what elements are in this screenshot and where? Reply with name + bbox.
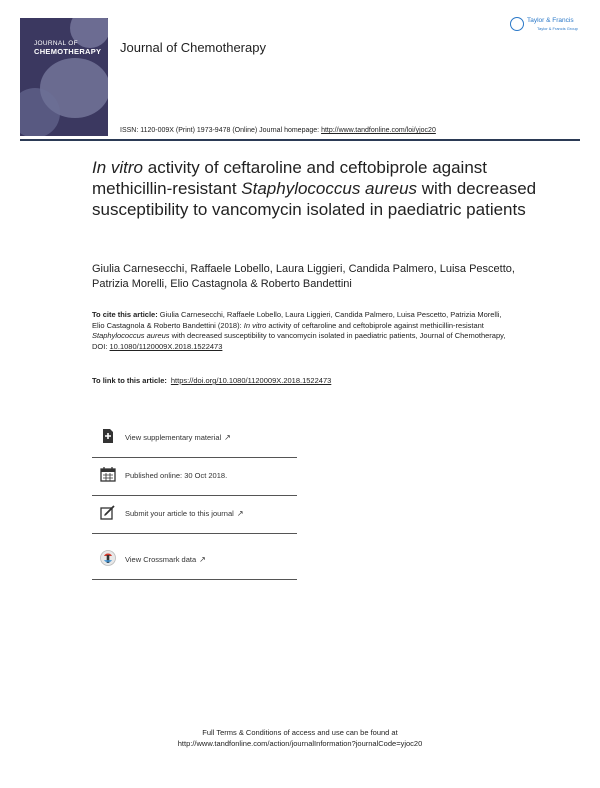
article-authors: Giulia Carnesecchi, Raffaele Lobello, Laura Liggieri, Candida Palmero, Luisa Pescetto, Patrizia Morelli, Elio Castagnola & Roberto Bandettini: [92, 263, 515, 290]
issn-line: ISSN: 1120-009X (Print) 1973-9478 (Online) Journal homepage: http://www.tandfonline.com/loi/yjoc20: [120, 127, 436, 134]
footer: [0, 727, 600, 749]
publisher-logo-icon: [510, 17, 524, 31]
citation-block: To cite this article: Giulia Carnesecchi, Raffaele Lobello, Laura Liggieri, Candida Palmero, Luisa Pescetto, Patrizia Morelli, Elio Castagnola & Roberto Bandettini (2018): In vitro activity of ceftaroline and ceftobiprole against methicillin-resistant Staphylococcus aureus with decreased susceptibility to vancomycin isolated in paediatric patients, Journal of Chemotherapy, DOI: 10.1080/1120009X.2018.1522473: [92, 310, 506, 351]
published-online-row: [92, 457, 297, 496]
journal-name[interactable]: Journal of Chemotherapy: [120, 40, 266, 55]
external-link-icon: ↗: [236, 509, 244, 518]
submit-icon: [100, 504, 116, 520]
supplementary-material-link[interactable]: View supplementary material ↗: [125, 433, 231, 442]
header-divider: [20, 139, 580, 141]
journal-homepage-link[interactable]: http://www.tandfonline.com/loi/yjoc20: [321, 127, 436, 134]
doi-link[interactable]: 10.1080/1120009X.2018.1522473: [109, 341, 223, 351]
external-link-icon: ↗: [224, 433, 231, 442]
submit-article-link[interactable]: Submit your article to this journal ↗: [125, 509, 244, 518]
cover-title: JOURNAL OF CHEMOTHERAPY: [34, 40, 102, 56]
journal-cover-image: [20, 18, 108, 136]
published-online-date: Published online: 30 Oct 2018.: [125, 471, 228, 480]
calendar-icon: [100, 466, 116, 482]
submit-article-row[interactable]: [92, 495, 297, 534]
supplementary-material-row[interactable]: [92, 419, 297, 458]
crossmark-row[interactable]: [92, 541, 297, 580]
publisher-logo[interactable]: Taylor & Francis Taylor & Francis Group: [510, 16, 582, 36]
external-link-icon: ↗: [199, 555, 206, 564]
footer-terms-text: Full Terms & Conditions of access and use can be found at: [202, 728, 398, 737]
article-doi-url[interactable]: https://doi.org/10.1080/1120009X.2018.1522473: [170, 376, 332, 385]
article-title: In vitro activity of ceftaroline and ceftobiprole against methicillin-resistant Staphylococcus aureus with decreased susceptibility to vancomycin isolated in paediatric patients: [92, 158, 537, 219]
crossmark-icon: [100, 550, 116, 566]
crossmark-link[interactable]: View Crossmark data ↗: [125, 555, 206, 564]
footer-terms-link[interactable]: http://www.tandfonline.com/action/journalInformation?journalCode=yjoc20: [177, 739, 423, 748]
article-link-line: To link to this article: https://doi.org/10.1080/1120009X.2018.1522473: [92, 376, 332, 385]
supplementary-icon: [100, 428, 116, 444]
